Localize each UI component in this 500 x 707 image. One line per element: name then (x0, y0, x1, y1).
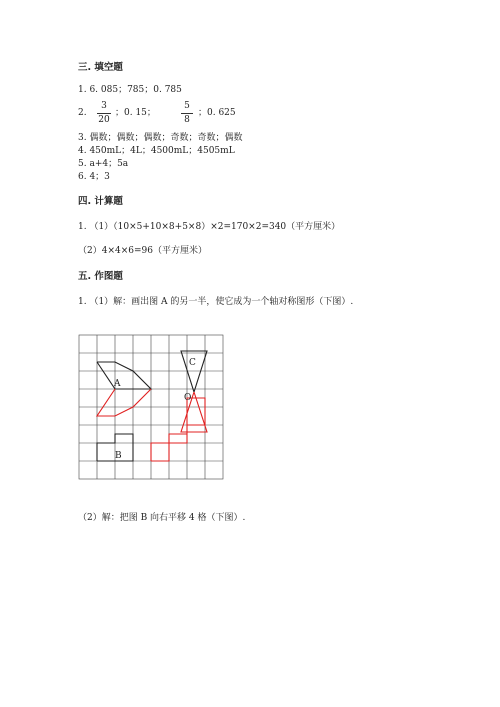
fraction-2-numerator: 5 (184, 101, 190, 111)
section-5-heading: 五. 作图题 (78, 271, 123, 282)
calc-line-1: 1. （1）（10×5+10×8+5×8）×2=170×2=340（平方厘米） (78, 222, 341, 232)
label-c: C (189, 358, 196, 368)
answer-line-2-end: ；0. 625 (198, 108, 236, 118)
section-4-heading: 四. 计算题 (78, 196, 123, 207)
drawing-answer-1: 1. （1）解：画出图 A 的另一半，使它成为一个轴对称图形（下图）. (78, 297, 354, 307)
shape-a-original (97, 362, 151, 389)
fraction-1-numerator: 3 (101, 101, 107, 111)
answer-line-6: 6. 4；3 (78, 172, 110, 182)
label-o: O (184, 393, 192, 403)
answer-line-5: 5. a+4；5a (78, 159, 129, 169)
fraction-2-denominator: 8 (184, 115, 190, 125)
calc-line-2: （2）4×4×6=96（平方厘米） (78, 246, 207, 256)
label-a: A (114, 379, 121, 389)
fraction-2-bar (181, 113, 193, 114)
fraction-1-denominator: 20 (98, 115, 110, 125)
fraction-1-bar (97, 113, 111, 114)
shape-b-translated (151, 398, 205, 461)
answer-line-3: 3. 偶数；偶数；偶数；奇数；奇数；偶数 (78, 133, 243, 143)
answer-line-1: 1. 6. 085；785；0. 785 (78, 85, 182, 95)
answer-line-2-middle: ；0. 15； (115, 108, 156, 118)
drawing-answer-2: （2）解：把图 B 向右平移 4 格（下图）. (78, 513, 246, 523)
grid-figure (78, 334, 224, 480)
answer-line-2-prefix: 2. (78, 108, 87, 118)
shape-a-mirrored (97, 389, 151, 416)
label-b: B (115, 451, 122, 461)
section-3-heading: 三. 填空题 (78, 62, 123, 73)
answer-line-4: 4. 450mL；4L；4500mL；4505mL (78, 146, 235, 156)
